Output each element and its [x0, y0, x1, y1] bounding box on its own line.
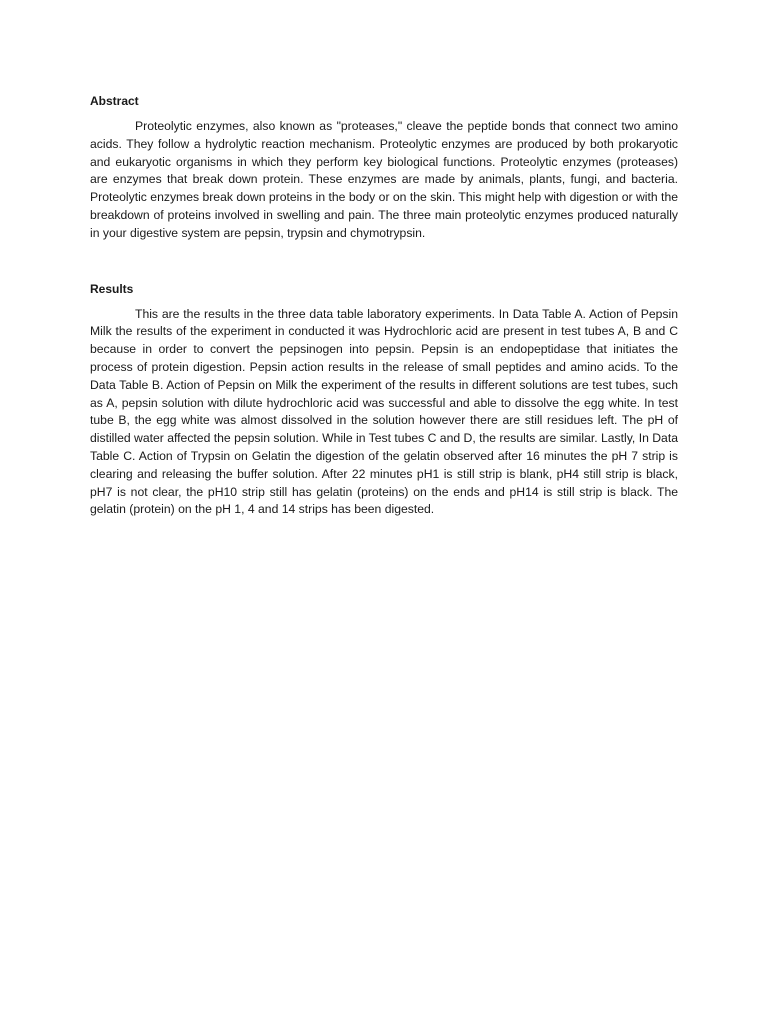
abstract-heading: Abstract [90, 94, 139, 108]
abstract-paragraph: Proteolytic enzymes, also known as "proteases," cleave the peptide bonds that connect two amino acids. They follow a hydrolytic reaction mechanism. Proteolytic enzymes are produced by both prokaryotic and eukaryotic organisms in which they perform key biological functions. Proteolytic enzymes (proteases) are enzymes that break down protein. These enzymes are made by animals, plants, fungi, and bacteria. Proteolytic enzymes break down proteins in the body or on the skin. This might help with digestion or with the breakdown of proteins involved in swelling and pain. The three main proteolytic enzymes produced naturally in your digestive system are pepsin, trypsin and chymotrypsin. [90, 119, 678, 240]
results-section [90, 280, 678, 520]
abstract-section [90, 92, 678, 243]
results-heading: Results [90, 281, 134, 296]
document-page [90, 92, 678, 519]
results-paragraph: This are the results in the three data table laboratory experiments. In Data Table A. Action of Pepsin Milk the results of the experiment in conducted it was Hydrochloric acid are present in test tubes A, B and C because in order to convert the pepsinogen into pepsin. Pepsin is an endopeptidase that initiates the process of protein digestion. Pepsin action results in the release of small peptides and amino acids. To the Data Table B. Action of Pepsin on Milk the experiment of the results in different solutions are test tubes, such as A, pepsin solution with dilute hydrochloric acid was successful and able to dissolve the egg white. In test tube B, the egg white was almost dissolved in the solution however there are still residues left. The pH of distilled water affected the pepsin solution. While in Test tubes C and D, the results are similar. Lastly, In Data Table C. Action of Trypsin on Gelatin the digestion of the gelatin observed after 16 minutes the pH 7 strip is clearing and releasing the buffer solution. After 22 minutes pH1 is still strip is blank, pH4 still strip is black, pH7 is not clear, the pH10 strip still has gelatin (proteins) on the ends and pH14 is still strip is black. The gelatin (protein) on the pH 1, 4 and 14 strips has been digested. [90, 306, 679, 517]
